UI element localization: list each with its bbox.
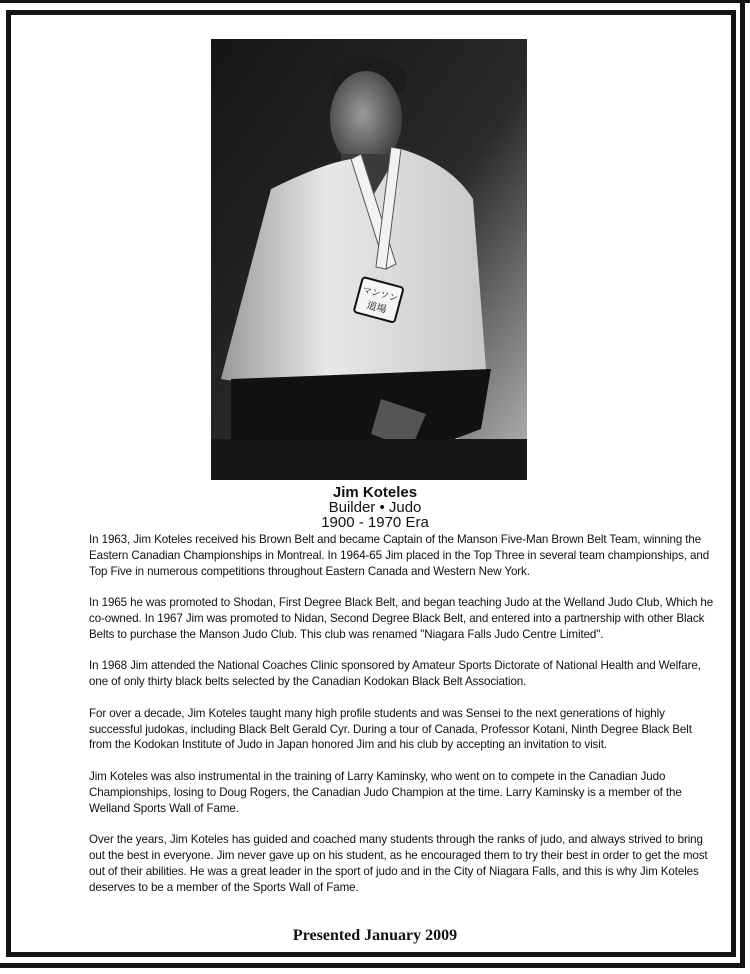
bio-paragraph: In 1968 Jim attended the National Coaches Clinic sponsored by Amateur Sports Dictorate of National Health and Welfare, one of only thirty black belts selected by the Canadian Kodokan Black Belt Association. [89,659,701,689]
inductee-header [0,485,750,530]
patch-text-line2: 道場 [365,300,388,316]
portrait-illustration [211,39,527,480]
inductee-era: 1900 - 1970 Era [321,514,429,531]
bio-paragraph: Over the years, Jim Koteles has guided and coached many students through the ranks of judo, and always strived to bring out the best in everyone. Jim never gave up on his student, as he encouraged them to try their best in order to get the most out of their abilities. He was a great leader in the sport of judo and in the City of Niagara Falls, and this is why Jim Koteles deserves to be a member of the Sports Wall of Fame. [89,833,708,894]
biography [89,532,717,911]
patch-text-line1: マンソン [361,285,399,305]
photo-shadow-bottom [211,439,527,480]
bio-paragraph: In 1965 he was promoted to Shodan, First Degree Black Belt, and began teaching Judo at the Welland Judo Club, Which he co-owned. In 1967 Jim was promoted to Nidan, Second Degree Black Belt, and entered into a partnership with other Black Belts to purchase the Manson Judo Club. This club was renamed "Niagara Falls Judo Centre Limited". [89,596,714,641]
bio-paragraph: Jim Koteles was also instrumental in the training of Larry Kaminsky, who went on to compete in the Canadian Judo Championships, losing to Doug Rogers, the Canadian Judo Champion at the time. Larry Kaminsky is a member of the Welland Sports Wall of Fame. [89,769,682,815]
outer-border-bottom [0,963,745,968]
inductee-category: Builder • Judo [328,499,422,516]
portrait-photo [211,39,527,480]
outer-border-top [0,0,750,3]
bio-paragraph: For over a decade, Jim Koteles taught many high profile students and was Sensei to the next generations of highly successful judokas, including Black Belt Gerald Cyr. During a tour of Canada, Professor Kotani, Ninth Degree Black Belt from the Kodokan Institute of Judo in Japan honored Jim and his club by accepting an invitation to visit. [89,706,692,752]
inductee-name: Jim Koteles [332,484,418,501]
presented-date: Presented January 2009 [292,927,458,944]
outer-border-right [740,0,745,968]
bio-paragraph: In 1963, Jim Koteles received his Brown Belt and became Captain of the Manson Five-Man Brown Belt Team, winning the Eastern Canadian Championships in Montreal. In 1964-65 Jim placed in the Top Three in several team championships, and Top Five in numerous competitions throughout Eastern Canada and Western New York. [89,533,710,578]
